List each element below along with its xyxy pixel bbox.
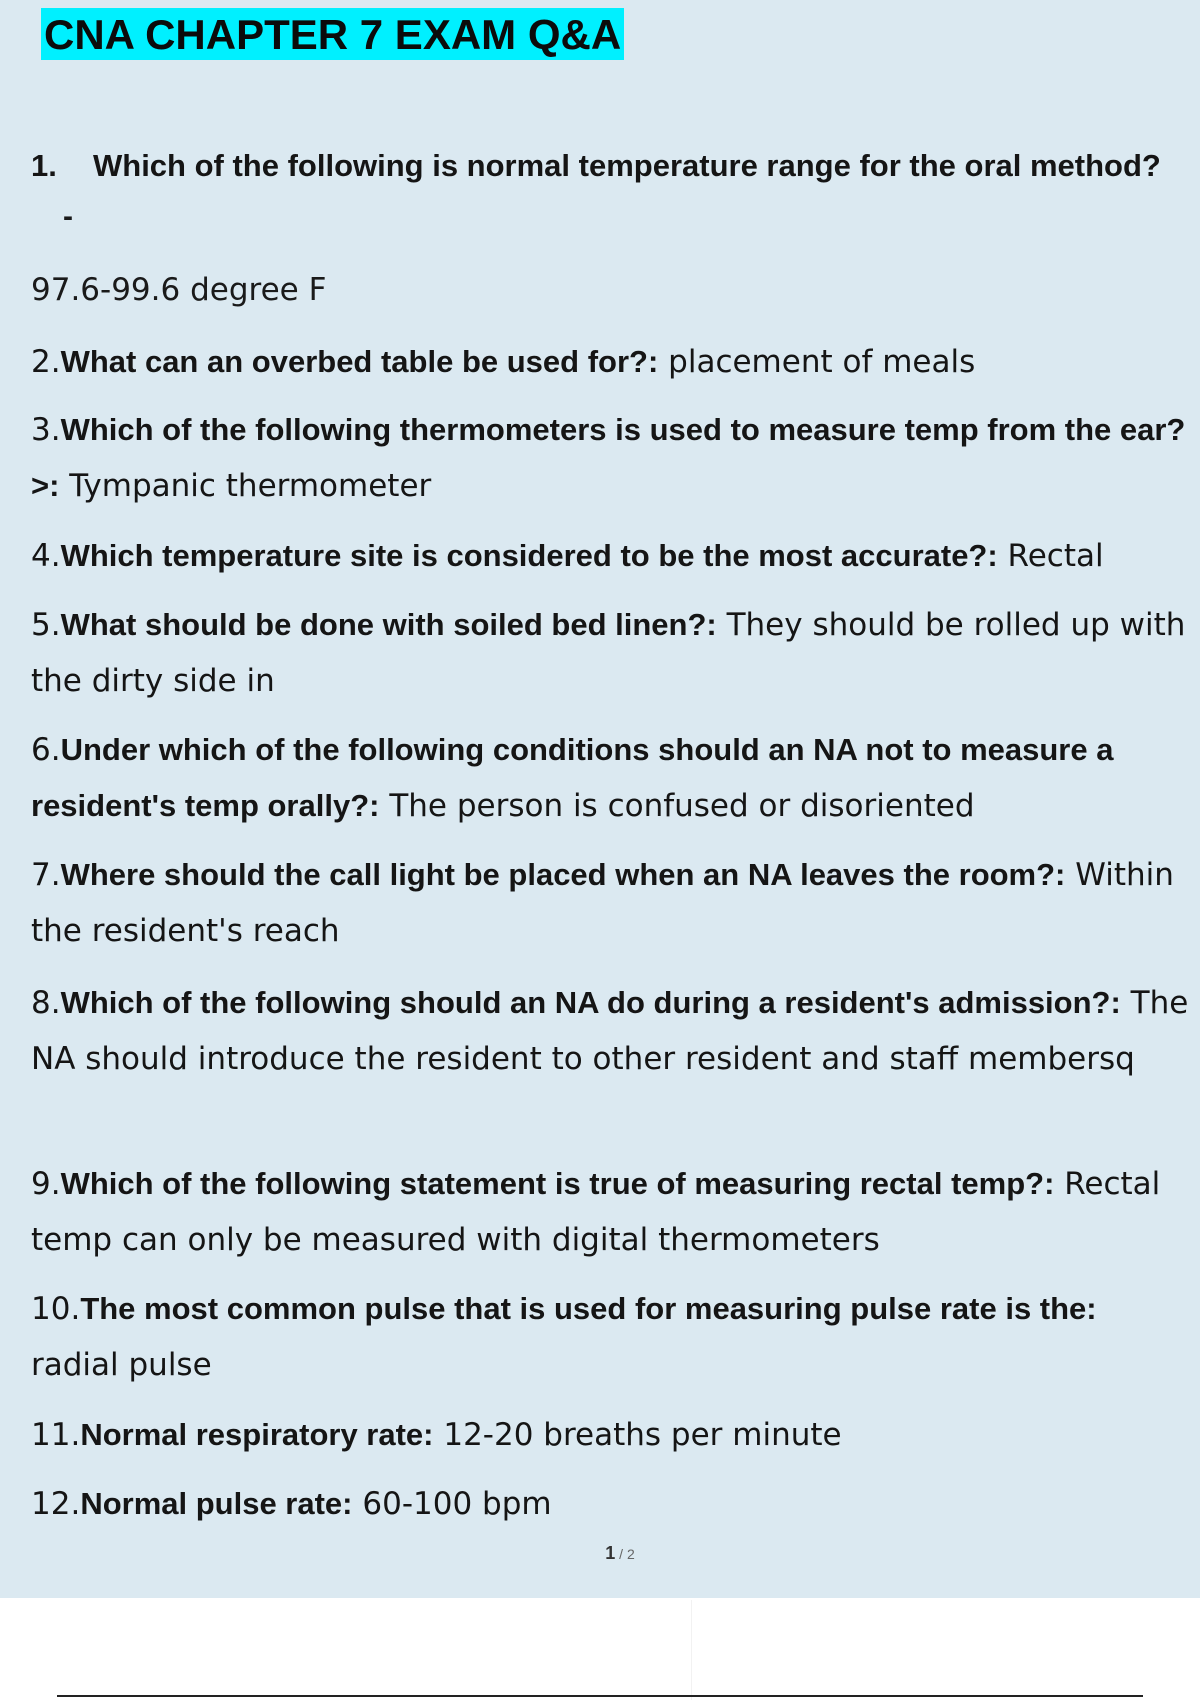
qa-item-10 (31, 1281, 1191, 1393)
answer-text: 12-20 breaths per minute (433, 1417, 842, 1453)
next-page-top-rule (57, 1695, 1143, 1697)
question-number: 9. (31, 1166, 61, 1202)
question-text: Under which of the following conditions should an NA not to measure a resident's temp orally?: (31, 732, 1114, 823)
qa-item-9 (31, 1156, 1191, 1268)
answer-text: 60-100 bpm (352, 1486, 552, 1522)
answer-text: placement of meals (658, 344, 976, 380)
answer-text: They should be rolled up with the dirty side in (31, 607, 1186, 699)
question-number: 6. (31, 732, 61, 768)
question-text: Which of the following statement is true of measuring rectal temp?: (60, 1166, 1055, 1201)
question-text: What should be done with soiled bed linen?: (60, 607, 717, 642)
question-text: Which of the following should an NA do during a resident's admission?: (60, 985, 1121, 1020)
answer-text: The person is confused or disoriented (379, 788, 975, 824)
page-separator: / (615, 1546, 627, 1562)
question-number: 7. (31, 857, 61, 893)
question-number: 10. (31, 1291, 81, 1327)
qa-item-12 (31, 1476, 1191, 1532)
qa-item-8 (31, 975, 1191, 1087)
question-number: 5. (31, 607, 61, 643)
page-title: CNA CHAPTER 7 EXAM Q&A (41, 8, 624, 60)
question-text: The most common pulse that is used for measuring pulse rate is the: (80, 1291, 1097, 1326)
question-number: 4. (31, 538, 61, 574)
answer-text: Tympanic thermometer (59, 468, 432, 504)
qa-item-7 (31, 847, 1191, 959)
qa-item-5 (31, 597, 1191, 709)
qa-item-2 (31, 334, 1191, 390)
answer-text: radial pulse (31, 1347, 212, 1383)
question-text: What can an overbed table be used for?: (60, 344, 659, 379)
total-pages: 2 (626, 1546, 635, 1562)
answer-text: The NA should introduce the resident to other resident and staff membersq (31, 985, 1189, 1077)
question-text: Which of the following is normal temperature range for the oral method? (93, 148, 1161, 183)
answer-1: 97.6-99.6 degree F (31, 272, 327, 308)
question-text: Where should the call light be placed when an NA leaves the room?: (60, 857, 1066, 892)
question-text: Which of the following thermometers is used to measure temp from the ear?>: (31, 412, 1186, 503)
question-number: 3. (31, 412, 61, 448)
qa-item-3 (31, 402, 1191, 514)
qa-item-11 (31, 1407, 1191, 1463)
question-text: Normal pulse rate: (80, 1486, 353, 1521)
qa-item-6 (31, 722, 1191, 834)
question-text: Normal respiratory rate: (80, 1417, 434, 1452)
question-text: Which temperature site is considered to be the most accurate?: (60, 538, 998, 573)
answer-text: Rectal (997, 538, 1104, 574)
question-number: 11. (31, 1417, 81, 1453)
qa-item-4 (31, 528, 1191, 584)
question-1 (31, 148, 1161, 184)
question-number: 12. (31, 1486, 81, 1522)
question-number: 2. (31, 344, 61, 380)
answer-text: Within the resident's reach (31, 857, 1174, 949)
question-number: 8. (31, 985, 61, 1021)
question-1-dash: - (63, 200, 73, 233)
page-gap-divider (691, 1600, 692, 1700)
page-number (0, 1543, 1200, 1564)
answer-text: Rectal temp can only be measured with digital thermometers (31, 1166, 1161, 1258)
current-page: 1 (605, 1543, 616, 1563)
question-number: 1. (31, 148, 57, 183)
